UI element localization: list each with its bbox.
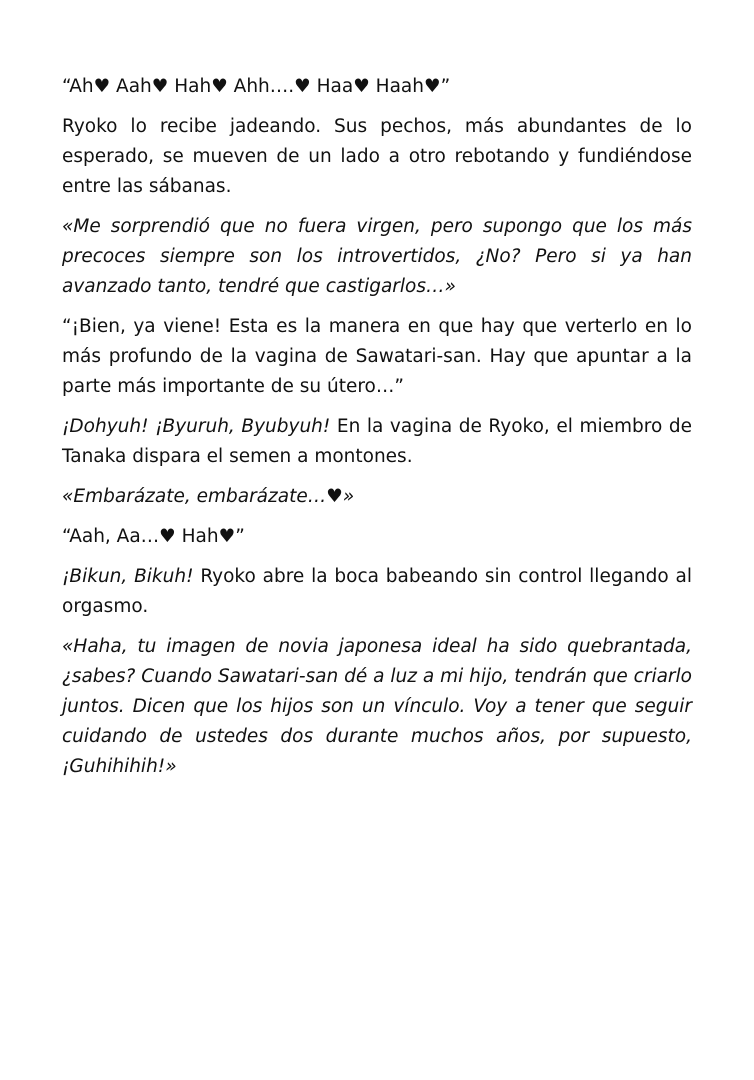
paragraph-thought-3 xyxy=(62,632,692,782)
paragraph-text: «Me sorprendió que no fuera virgen, pero supongo que los más precoces siempre son los introvertidos, ¿No? Pero si ya han avanzado tanto, tendré que castigarlos…» xyxy=(62,216,692,297)
paragraph-thought-2 xyxy=(62,482,692,512)
document-page xyxy=(62,72,692,792)
paragraph-text: “Ah♥ Aah♥ Hah♥ Ahh….♥ Haa♥ Haah♥” xyxy=(62,76,451,97)
paragraph-dialogue-1 xyxy=(62,72,692,102)
paragraph-text: “Aah, Aa…♥ Hah♥” xyxy=(62,526,245,547)
paragraph-text: En la vagina de Ryoko, el miembro de Tanaka dispara el semen a montones. xyxy=(62,416,692,467)
paragraph-text: “¡Bien, ya viene! Esta es la manera en que hay que verterlo en lo más profundo de la vagina de Sawatari-san. Hay que apuntar a la parte más importante de su útero…” xyxy=(62,316,692,397)
paragraph-dialogue-3 xyxy=(62,522,692,552)
paragraph-text: Ryoko abre la boca babeando sin control llegando al orgasmo. xyxy=(62,566,692,617)
sound-effect-text: ¡Bikun, Bikuh! xyxy=(62,566,194,587)
paragraph-text: Ryoko lo recibe jadeando. Sus pechos, más abundantes de lo esperado, se mueven de un lado a otro rebotando y fundiéndose entre las sábanas. xyxy=(62,116,692,197)
paragraph-narration-1 xyxy=(62,112,692,202)
paragraph-text: «Embarázate, embarázate…♥» xyxy=(62,486,355,507)
paragraph-dialogue-2 xyxy=(62,312,692,402)
paragraph-text: «Haha, tu imagen de novia japonesa ideal ha sido quebrantada, ¿sabes? Cuando Sawatari-san dé a luz a mi hijo, tendrán que criarlo juntos. Dicen que los hijos son un vínculo. Voy a tener que seguir cuidando de ustedes dos durante muchos años, por supuesto, ¡Guhihihih!» xyxy=(62,636,692,777)
sound-effect-text: ¡Dohyuh! ¡Byuruh, Byubyuh! xyxy=(62,416,331,437)
paragraph-narration-3 xyxy=(62,562,692,622)
paragraph-narration-2 xyxy=(62,412,692,472)
paragraph-thought-1 xyxy=(62,212,692,302)
